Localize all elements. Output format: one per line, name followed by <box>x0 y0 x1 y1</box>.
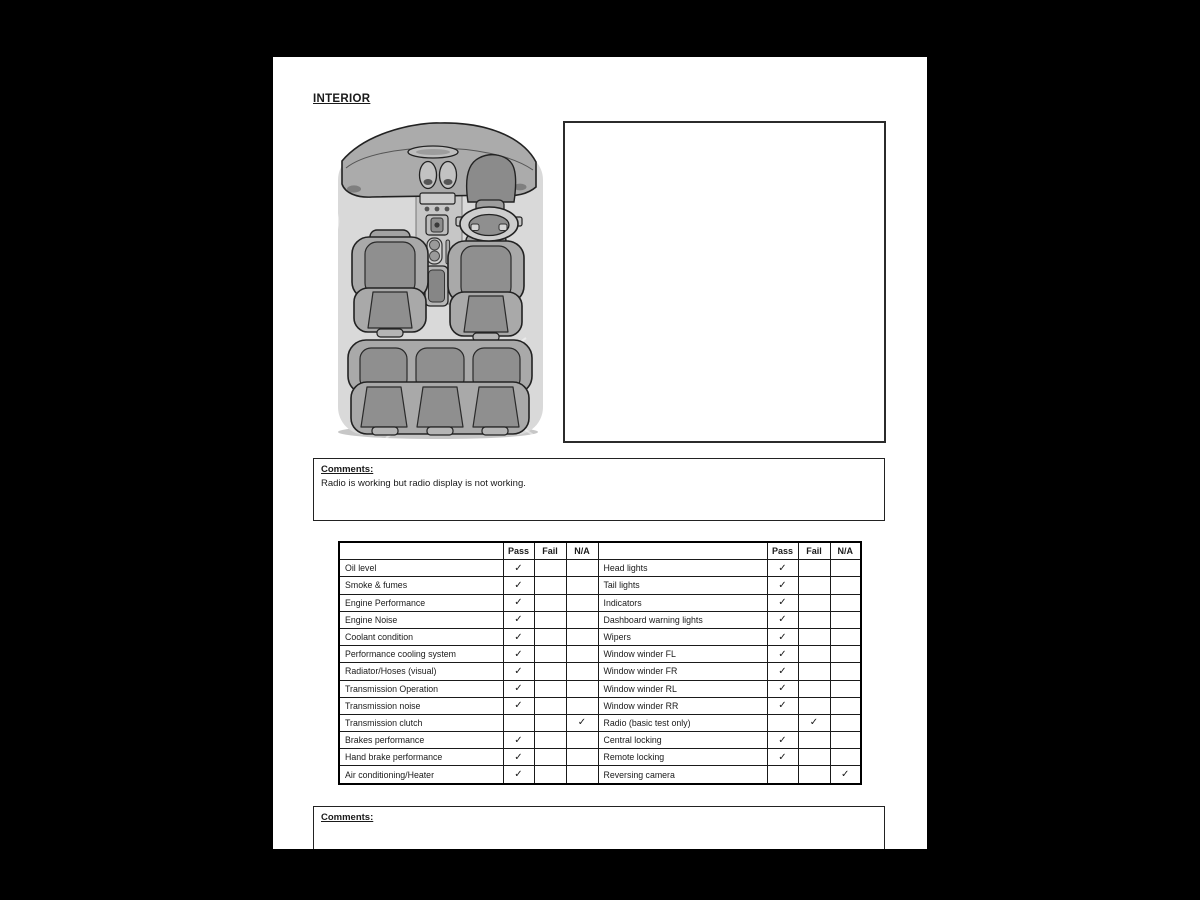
result-mark-cell <box>566 749 598 766</box>
item-label: Indicators <box>598 594 767 611</box>
result-mark-cell: ✓ <box>503 697 534 714</box>
item-label: Window winder RR <box>598 697 767 714</box>
item-label: Oil level <box>339 560 503 577</box>
result-mark-cell <box>830 594 861 611</box>
result-mark-cell <box>798 749 830 766</box>
result-mark-cell: ✓ <box>566 714 598 731</box>
result-mark-cell <box>767 766 798 784</box>
result-mark-cell <box>830 732 861 749</box>
result-mark-cell <box>534 732 566 749</box>
result-mark-cell <box>534 680 566 697</box>
result-mark-cell: ✓ <box>767 732 798 749</box>
item-label: Dashboard warning lights <box>598 611 767 628</box>
result-mark-cell <box>830 628 861 645</box>
item-label: Radio (basic test only) <box>598 714 767 731</box>
checklist-row <box>339 732 861 749</box>
checklist-row <box>339 611 861 628</box>
item-label: Smoke & fumes <box>339 577 503 594</box>
result-mark-cell <box>534 577 566 594</box>
result-mark-cell: ✓ <box>767 628 798 645</box>
item-label: Hand brake performance <box>339 749 503 766</box>
result-mark-cell <box>566 680 598 697</box>
header-fail-left: Fail <box>534 542 566 560</box>
result-mark-cell: ✓ <box>503 594 534 611</box>
result-mark-cell <box>566 697 598 714</box>
item-label: Reversing camera <box>598 766 767 784</box>
checklist-row <box>339 714 861 731</box>
header-pass-right: Pass <box>767 542 798 560</box>
result-mark-cell <box>534 697 566 714</box>
result-mark-cell <box>566 628 598 645</box>
result-mark-cell <box>534 749 566 766</box>
result-mark-cell: ✓ <box>503 611 534 628</box>
item-label: Radiator/Hoses (visual) <box>339 663 503 680</box>
result-mark-cell <box>534 611 566 628</box>
checklist-table <box>338 541 862 785</box>
item-label: Central locking <box>598 732 767 749</box>
result-mark-cell <box>566 594 598 611</box>
result-mark-cell: ✓ <box>767 749 798 766</box>
result-mark-cell <box>534 560 566 577</box>
result-mark-cell <box>534 663 566 680</box>
page-title: INTERIOR <box>313 93 371 105</box>
checklist-row <box>339 663 861 680</box>
result-mark-cell: ✓ <box>503 680 534 697</box>
result-mark-cell: ✓ <box>767 663 798 680</box>
item-label: Remote locking <box>598 749 767 766</box>
result-mark-cell: ✓ <box>503 732 534 749</box>
checklist-row <box>339 594 861 611</box>
item-header-right <box>598 542 767 560</box>
checklist-row <box>339 749 861 766</box>
checklist-body <box>339 560 861 784</box>
result-mark-cell: ✓ <box>503 663 534 680</box>
comments-box-bottom <box>313 806 885 849</box>
item-label: Transmission noise <box>339 697 503 714</box>
result-mark-cell <box>566 577 598 594</box>
result-mark-cell: ✓ <box>503 577 534 594</box>
result-mark-cell <box>798 594 830 611</box>
result-mark-cell <box>830 697 861 714</box>
result-mark-cell <box>830 560 861 577</box>
result-mark-cell <box>798 766 830 784</box>
item-label: Engine Noise <box>339 611 503 628</box>
result-mark-cell <box>566 732 598 749</box>
checklist-row <box>339 680 861 697</box>
document-page <box>273 57 927 849</box>
checklist-header-row <box>339 542 861 560</box>
result-mark-cell <box>534 766 566 784</box>
front-seat-right <box>448 234 524 341</box>
item-label: Coolant condition <box>339 628 503 645</box>
result-mark-cell: ✓ <box>767 680 798 697</box>
result-mark-cell <box>534 594 566 611</box>
header-na-right: N/A <box>830 542 861 560</box>
checklist-row <box>339 646 861 663</box>
header-fail-right: Fail <box>798 542 830 560</box>
item-label: Window winder FR <box>598 663 767 680</box>
result-mark-cell <box>798 663 830 680</box>
result-mark-cell: ✓ <box>503 628 534 645</box>
result-mark-cell <box>798 611 830 628</box>
front-seat-left <box>352 230 428 337</box>
result-mark-cell <box>798 646 830 663</box>
result-mark-cell <box>534 646 566 663</box>
result-mark-cell <box>798 577 830 594</box>
result-mark-cell <box>566 560 598 577</box>
item-label: Window winder RL <box>598 680 767 697</box>
item-label: Engine Performance <box>339 594 503 611</box>
result-mark-cell: ✓ <box>767 611 798 628</box>
result-mark-cell <box>798 680 830 697</box>
result-mark-cell <box>830 611 861 628</box>
result-mark-cell: ✓ <box>503 749 534 766</box>
result-mark-cell <box>798 732 830 749</box>
item-label: Brakes performance <box>339 732 503 749</box>
item-label: Air conditioning/Heater <box>339 766 503 784</box>
result-mark-cell <box>566 611 598 628</box>
result-mark-cell: ✓ <box>503 646 534 663</box>
result-mark-cell <box>566 646 598 663</box>
checklist-row <box>339 697 861 714</box>
checklist-row <box>339 766 861 784</box>
result-mark-cell <box>566 663 598 680</box>
item-label: Head lights <box>598 560 767 577</box>
item-header-left <box>339 542 503 560</box>
result-mark-cell: ✓ <box>503 766 534 784</box>
checklist-row <box>339 577 861 594</box>
result-mark-cell <box>503 714 534 731</box>
result-mark-cell: ✓ <box>798 714 830 731</box>
checklist-row <box>339 560 861 577</box>
result-mark-cell <box>830 680 861 697</box>
result-mark-cell: ✓ <box>767 697 798 714</box>
result-mark-cell <box>798 697 830 714</box>
result-mark-cell <box>830 646 861 663</box>
header-na-left: N/A <box>566 542 598 560</box>
item-label: Transmission clutch <box>339 714 503 731</box>
item-label: Window winder FL <box>598 646 767 663</box>
item-label: Wipers <box>598 628 767 645</box>
result-mark-cell <box>534 714 566 731</box>
checklist-row <box>339 628 861 645</box>
result-mark-cell <box>830 663 861 680</box>
comments-label: Comments: <box>321 464 374 475</box>
item-label: Performance cooling system <box>339 646 503 663</box>
comments-text: Radio is working but radio display is not working. <box>321 478 526 489</box>
result-mark-cell: ✓ <box>767 577 798 594</box>
item-label: Tail lights <box>598 577 767 594</box>
result-mark-cell <box>798 560 830 577</box>
result-mark-cell: ✓ <box>503 560 534 577</box>
item-label: Transmission Operation <box>339 680 503 697</box>
result-mark-cell <box>767 714 798 731</box>
result-mark-cell: ✓ <box>767 560 798 577</box>
car-interior-diagram <box>330 114 545 439</box>
result-mark-cell <box>566 766 598 784</box>
result-mark-cell: ✓ <box>767 594 798 611</box>
result-mark-cell <box>830 714 861 731</box>
photo-box <box>563 121 886 443</box>
comments-box-interior <box>313 458 885 521</box>
result-mark-cell <box>798 628 830 645</box>
result-mark-cell: ✓ <box>767 646 798 663</box>
comments-label: Comments: <box>321 812 374 823</box>
result-mark-cell <box>830 577 861 594</box>
result-mark-cell: ✓ <box>830 766 861 784</box>
result-mark-cell <box>830 749 861 766</box>
header-pass-left: Pass <box>503 542 534 560</box>
result-mark-cell <box>534 628 566 645</box>
